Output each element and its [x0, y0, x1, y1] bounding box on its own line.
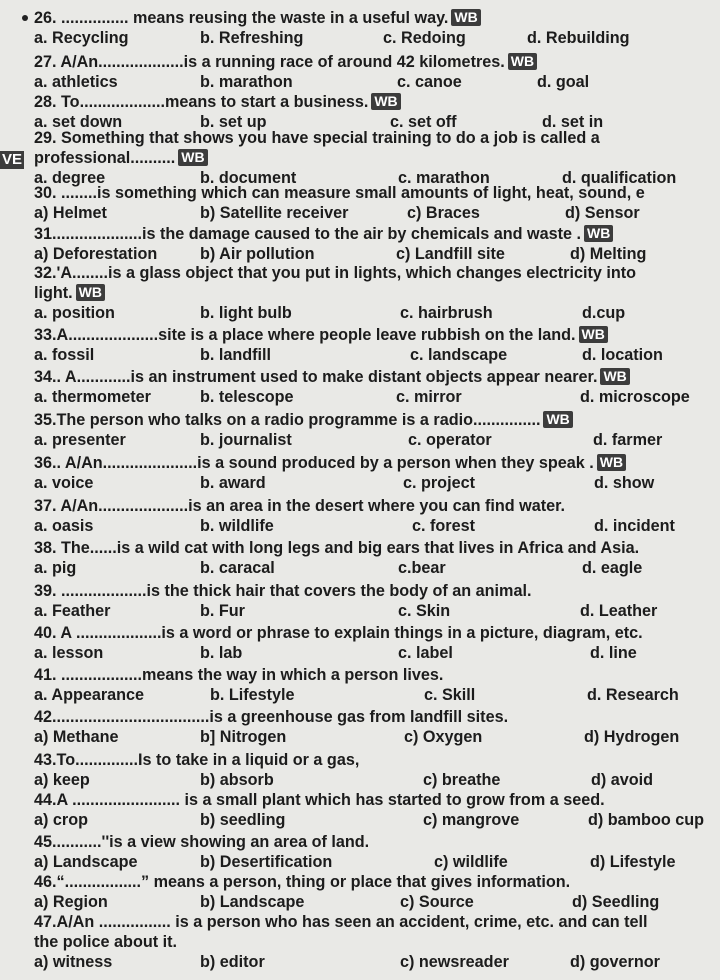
- answer-option[interactable]: b. telescope: [200, 388, 294, 406]
- answer-option[interactable]: b. journalist: [200, 431, 292, 449]
- question-stem: [34, 453, 716, 473]
- answer-option[interactable]: d) avoid: [591, 771, 654, 789]
- question-text: 26. ............... means reusing the waste in a useful way.: [34, 9, 449, 27]
- wb-tag: WB: [371, 93, 400, 110]
- question-text: 36.. A/An.....................is a sound produced by a person when they speak .: [34, 454, 594, 472]
- edge-tag: VE: [2, 151, 23, 168]
- wb-tag: WB: [178, 149, 207, 166]
- answer-option[interactable]: c. set off: [390, 113, 457, 131]
- question-text: 41. ..................means the way in which a person lives.: [34, 666, 444, 684]
- answer-option[interactable]: a. set down: [34, 113, 123, 131]
- answer-option[interactable]: c. forest: [412, 517, 475, 535]
- wb-tag: WB: [543, 411, 572, 428]
- answer-option[interactable]: a. thermometer: [34, 388, 151, 406]
- answer-option[interactable]: a. athletics: [34, 73, 118, 91]
- answer-option[interactable]: b) Air pollution: [200, 245, 315, 263]
- answer-option[interactable]: d) governor: [570, 953, 660, 971]
- question-text: 28. To...................means to start a business.: [34, 93, 369, 111]
- answer-option[interactable]: d.cup: [582, 304, 626, 322]
- answer-option[interactable]: d. line: [590, 644, 637, 662]
- question-text: 35.The person who talks on a radio programme is a radio...............: [34, 411, 541, 429]
- answer-option[interactable]: b) seedling: [200, 811, 286, 829]
- answer-option[interactable]: b. light bulb: [200, 304, 292, 322]
- answer-option[interactable]: c) breathe: [423, 771, 501, 789]
- answer-option[interactable]: c. landscape: [410, 346, 508, 364]
- answer-option[interactable]: d. farmer: [593, 431, 663, 449]
- answer-option[interactable]: a) keep: [34, 771, 90, 789]
- question-text: 34.. A............is an instrument used to make distant objects appear nearer.: [34, 368, 598, 386]
- question-text: 40. A ...................is a word or phrase to explain things in a picture, diagram, etc.: [34, 624, 643, 642]
- wb-tag: WB: [451, 9, 480, 26]
- answer-option[interactable]: d. set in: [542, 113, 604, 131]
- question-stem: [34, 410, 716, 430]
- answer-option[interactable]: a) Methane: [34, 728, 119, 746]
- answer-option[interactable]: c. Skill: [424, 686, 476, 704]
- answer-option[interactable]: a. degree: [34, 169, 106, 187]
- answer-option[interactable]: c. mirror: [396, 388, 462, 406]
- question-stem: [34, 496, 716, 516]
- question-stem: [34, 325, 716, 345]
- answer-option[interactable]: d. incident: [594, 517, 675, 535]
- question-text: 29. Something that shows you have special training to do a job is called a: [34, 129, 600, 147]
- question-stem: [34, 872, 716, 892]
- answer-option[interactable]: b) absorb: [200, 771, 274, 789]
- answer-option[interactable]: c. Redoing: [383, 29, 466, 47]
- answer-option[interactable]: b. set up: [200, 113, 267, 131]
- question-text-continued: the police about it.: [34, 933, 177, 951]
- answer-option[interactable]: d) Hydrogen: [584, 728, 680, 746]
- answer-option[interactable]: d. qualification: [562, 169, 677, 187]
- question-stem: [34, 538, 716, 558]
- answer-option[interactable]: b. marathon: [200, 73, 293, 91]
- question-stem-continued: [34, 148, 716, 168]
- answer-option[interactable]: b. Refreshing: [200, 29, 304, 47]
- question-text: 39. ...................is the thick hair that covers the body of an animal.: [34, 582, 532, 600]
- answer-option[interactable]: b. wildlife: [200, 517, 274, 535]
- answer-option[interactable]: a) crop: [34, 811, 88, 829]
- question-stem: [34, 128, 716, 148]
- answer-option[interactable]: a. Appearance: [34, 686, 145, 704]
- question-stem: [34, 8, 716, 28]
- answer-option[interactable]: a. position: [34, 304, 115, 322]
- question-stem: [34, 707, 716, 727]
- answer-option[interactable]: a) witness: [34, 953, 113, 971]
- question-text: 30. ........is something which can measure small amounts of light, heat, sound, e: [34, 184, 645, 202]
- answer-option[interactable]: a) Deforestation: [34, 245, 158, 263]
- answer-option[interactable]: b] Nitrogen: [200, 728, 287, 746]
- answer-option[interactable]: a. pig: [34, 559, 77, 577]
- question-stem: [34, 665, 716, 685]
- answer-option[interactable]: a. Feather: [34, 602, 111, 620]
- answer-option[interactable]: c) mangrove: [423, 811, 520, 829]
- answer-option[interactable]: a. Recycling: [34, 29, 129, 47]
- answer-option[interactable]: b) Desertification: [200, 853, 333, 871]
- question-text: 42...................................is a greenhouse gas from landfill sites.: [34, 708, 509, 726]
- answer-option[interactable]: c. project: [403, 474, 475, 492]
- answer-option[interactable]: b. Fur: [200, 602, 245, 620]
- answer-option[interactable]: a) Landscape: [34, 853, 138, 871]
- question-stem: [34, 623, 716, 643]
- question-stem: [34, 790, 716, 810]
- answer-option[interactable]: c.bear: [398, 559, 446, 577]
- answer-option[interactable]: b. landfill: [200, 346, 272, 364]
- answer-option[interactable]: c) wildlife: [434, 853, 508, 871]
- answer-option[interactable]: a. oasis: [34, 517, 94, 535]
- answer-option[interactable]: c. canoe: [397, 73, 462, 91]
- answer-option[interactable]: d) Seedling: [572, 893, 660, 911]
- question-stem: [34, 750, 716, 770]
- question-stem-continued: [34, 283, 716, 303]
- answer-option[interactable]: d. eagle: [582, 559, 643, 577]
- answer-option[interactable]: c) Source: [400, 893, 474, 911]
- answer-option[interactable]: d) Lifestyle: [590, 853, 676, 871]
- question-text: 33.A....................site is a place where people leave rubbish on the land.: [34, 326, 576, 344]
- answer-option[interactable]: d. Rebuilding: [527, 29, 630, 47]
- question-text: 27. A/An...................is a running race of around 42 kilometres.: [34, 53, 505, 71]
- question-text: 38. The......is a wild cat with long legs and big ears that lives in Africa and Asia.: [34, 539, 640, 557]
- answer-option[interactable]: c. marathon: [398, 169, 490, 187]
- question-text: 43.To..............Is to take in a liquid or a gas,: [34, 751, 360, 769]
- question-text: 46.“.................” means a person, thing or place that gives information.: [34, 873, 571, 891]
- bullet-dot: [22, 15, 28, 21]
- answer-option[interactable]: d. goal: [537, 73, 590, 91]
- question-text: 37. A/An....................is an area in the desert where you can find water.: [34, 497, 566, 515]
- answer-option[interactable]: c. operator: [408, 431, 492, 449]
- question-stem: [34, 912, 716, 932]
- question-stem: [34, 224, 716, 244]
- question-stem: [34, 52, 716, 72]
- question-stem: [34, 183, 716, 203]
- answer-option[interactable]: b) Satellite receiver: [200, 204, 349, 222]
- question-stem: [34, 263, 716, 283]
- answer-option[interactable]: d. location: [582, 346, 663, 364]
- question-text-continued: light.: [34, 284, 73, 302]
- question-text-continued: professional..........: [34, 149, 176, 167]
- answer-option[interactable]: a. presenter: [34, 431, 126, 449]
- answer-option[interactable]: c) Oxygen: [404, 728, 483, 746]
- question-text: 45...........''is a view showing an area of land.: [34, 833, 370, 851]
- answer-option[interactable]: a. lesson: [34, 644, 104, 662]
- answer-option[interactable]: d. Research: [587, 686, 679, 704]
- answer-option[interactable]: a) Region: [34, 893, 108, 911]
- answer-option[interactable]: d. microscope: [580, 388, 690, 406]
- question-text: 31....................is the damage caused to the air by chemicals and waste .: [34, 225, 581, 243]
- answer-option[interactable]: d) bamboo cup: [588, 811, 704, 829]
- answer-option[interactable]: d) Sensor: [565, 204, 640, 222]
- answer-option[interactable]: b. caracal: [200, 559, 275, 577]
- answer-option[interactable]: d) Melting: [570, 245, 647, 263]
- question-text: 44.A ........................ is a small plant which has started to grow from a seed.: [34, 791, 605, 809]
- wb-tag: WB: [597, 454, 626, 471]
- question-stem: [34, 581, 716, 601]
- answer-option[interactable]: a) Helmet: [34, 204, 107, 222]
- question-text: 32.'A........is a glass object that you put in lights, which changes electricity into: [34, 264, 637, 282]
- answer-option[interactable]: b. document: [200, 169, 297, 187]
- answer-option[interactable]: d. show: [594, 474, 655, 492]
- wb-tag: WB: [579, 326, 608, 343]
- question-stem-continued: [34, 932, 716, 952]
- answer-option[interactable]: a. fossil: [34, 346, 95, 364]
- question-stem: [34, 92, 716, 112]
- wb-tag: WB: [600, 368, 629, 385]
- answer-option[interactable]: b) Landscape: [200, 893, 305, 911]
- answer-option[interactable]: b. Lifestyle: [210, 686, 295, 704]
- answer-option[interactable]: b. lab: [200, 644, 243, 662]
- wb-tag: WB: [508, 53, 537, 70]
- answer-option[interactable]: c) Braces: [407, 204, 480, 222]
- answer-option[interactable]: c. label: [398, 644, 453, 662]
- answer-option[interactable]: a. voice: [34, 474, 94, 492]
- question-stem: [34, 367, 716, 387]
- answer-option[interactable]: c) newsreader: [400, 953, 509, 971]
- answer-option[interactable]: d. Leather: [580, 602, 658, 620]
- answer-option[interactable]: b) editor: [200, 953, 265, 971]
- answer-option[interactable]: b. award: [200, 474, 266, 492]
- answer-option[interactable]: c. Skin: [398, 602, 451, 620]
- question-text: 47.A/An ................ is a person who has seen an accident, crime, etc. and can tell: [34, 913, 648, 931]
- question-stem: [34, 832, 716, 852]
- wb-tag: WB: [76, 284, 105, 301]
- answer-option[interactable]: c) Landfill site: [396, 245, 505, 263]
- answer-option[interactable]: c. hairbrush: [400, 304, 493, 322]
- wb-tag: WB: [584, 225, 613, 242]
